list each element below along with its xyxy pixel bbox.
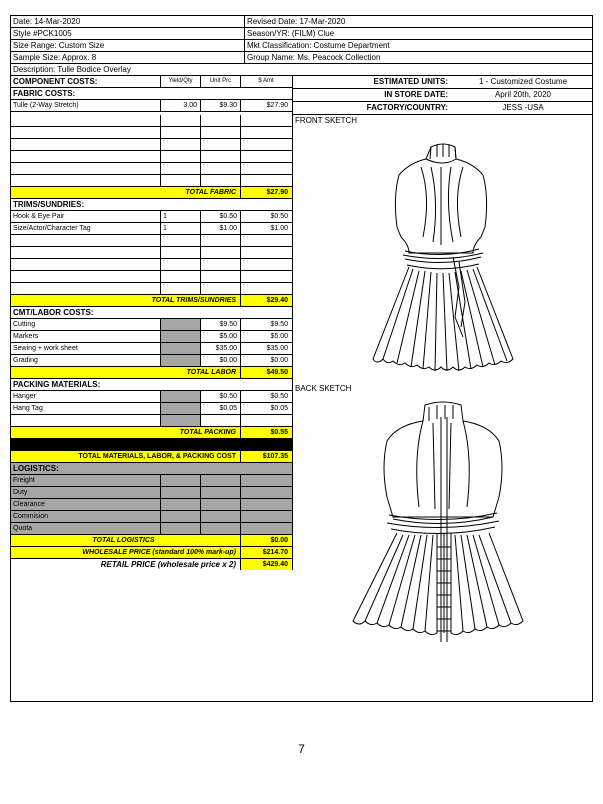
- unit-price-column-header: Unit Prc: [201, 76, 241, 87]
- fabric-row-amt: $27.90: [266, 102, 288, 109]
- trim-unit: $1.00: [201, 223, 241, 234]
- date-field: Date: 14-Mar-2020: [11, 16, 244, 28]
- cmt-amt: $9.50: [270, 321, 288, 328]
- total-labor-label: TOTAL LABOR: [11, 367, 241, 378]
- total-packing-label: TOTAL PACKING: [11, 427, 241, 438]
- logistics-name: Duty: [11, 487, 161, 498]
- total-logistics-label: TOTAL LOGISTICS: [11, 535, 241, 546]
- total-trims-value: $29.40: [266, 297, 288, 304]
- black-divider: [11, 439, 292, 451]
- logistics-row: [11, 487, 292, 499]
- cmt-row: [11, 343, 292, 355]
- fabric-costs-heading: FABRIC COSTS:: [13, 89, 76, 98]
- description-field: Description: Tulle Bodice Overlay: [11, 64, 592, 76]
- total-fabric-value: $27.90: [266, 189, 288, 196]
- logistics-name: Quota: [11, 523, 161, 534]
- cmt-heading: CMT/LABOR COSTS:: [13, 308, 94, 317]
- total-labor-row: [11, 367, 292, 379]
- back-sketch-label: BACK SKETCH: [295, 384, 352, 393]
- packing-name: Hanger: [11, 391, 161, 402]
- wholesale-label: WHOLESALE PRICE (standard 100% mark-up): [11, 547, 241, 558]
- packing-row: [11, 403, 292, 415]
- total-trims-label: TOTAL TRIMS/SUNDRIES: [11, 295, 241, 306]
- total-all-label: TOTAL MATERIALS, LABOR, & PACKING COST: [11, 451, 241, 462]
- packing-unit: $0.50: [201, 391, 241, 402]
- cmt-name: Sewing + work sheet: [11, 343, 161, 354]
- cmt-unit: $35.00: [201, 343, 241, 354]
- cmt-amt: $5.00: [270, 333, 288, 340]
- cmt-row: [11, 355, 292, 367]
- total-fabric-label: TOTAL FABRIC: [11, 187, 241, 198]
- total-all-row: [11, 451, 292, 463]
- packing-amt: $0.50: [270, 393, 288, 400]
- factory-country-value: JESS -USA: [502, 103, 544, 112]
- back-sketch-dress-image: [313, 397, 573, 655]
- component-costs-heading: COMPONENT COSTS:: [11, 76, 161, 87]
- total-fabric-row: [11, 187, 292, 199]
- trims-row: [11, 211, 292, 223]
- revised-date-field: Revised Date: 17-Mar-2020: [245, 16, 592, 28]
- total-logistics-row: [11, 535, 292, 547]
- logistics-heading: LOGISTICS:: [13, 464, 59, 473]
- retail-row: [11, 559, 292, 570]
- packing-name: Hang Tag: [11, 403, 161, 414]
- yield-column-header: Yield/Qty: [161, 76, 201, 87]
- cmt-amt: $0.00: [270, 357, 288, 364]
- in-store-date-value: April 20th, 2020: [494, 90, 552, 99]
- trim-amt: $0.50: [270, 213, 288, 220]
- wholesale-value: $214.70: [262, 549, 288, 556]
- amount-column-header: $ Amt: [258, 78, 274, 84]
- factory-country-label: FACTORY/COUNTRY:: [366, 103, 448, 112]
- season-field: Season/YR: (FILM) Clue: [245, 28, 592, 40]
- header-block: [11, 16, 592, 64]
- front-sketch-dress-image: [313, 127, 573, 395]
- cmt-row: [11, 331, 292, 343]
- trims-heading: TRIMS/SUNDRIES:: [13, 200, 85, 209]
- total-packing-value: $0.55: [270, 429, 288, 436]
- logistics-row: [11, 523, 292, 535]
- total-all-value: $107.35: [262, 453, 288, 460]
- cmt-name: Cutting: [11, 319, 161, 330]
- packing-heading: PACKING MATERIALS:: [13, 380, 101, 389]
- sketch-panel: [293, 115, 592, 570]
- sample-size-field: Sample Size: Approx. 8: [11, 52, 244, 64]
- group-name-field: Group Name: Ms. Peacock Collection: [245, 52, 592, 64]
- top-costs: [11, 76, 592, 115]
- logistics-name: Clearance: [11, 499, 161, 510]
- total-packing-row: [11, 427, 292, 439]
- cmt-name: Markers: [11, 331, 161, 342]
- cmt-amt: $35.00: [266, 345, 288, 352]
- size-range-field: Size Range: Custom Size: [11, 40, 244, 52]
- trim-amt: $1.00: [270, 225, 288, 232]
- packing-unit: $0.05: [201, 403, 241, 414]
- logistics-row: [11, 475, 292, 487]
- logistics-row: [11, 511, 292, 523]
- trim-qty: 1: [161, 211, 201, 222]
- wholesale-row: [11, 547, 292, 559]
- fabric-row-unit: $9.30: [201, 100, 241, 111]
- logistics-name: Commision: [11, 511, 161, 522]
- fabric-row-name: Tulle (2-Way Stretch): [11, 100, 161, 111]
- cmt-unit: $9.50: [201, 319, 241, 330]
- estimated-units-label: ESTIMATED UNITS:: [373, 77, 448, 86]
- packing-row: [11, 391, 292, 403]
- trim-unit: $0.50: [201, 211, 241, 222]
- logistics-name: Freight: [11, 475, 161, 486]
- fabric-row-qty: 3.00: [161, 100, 201, 111]
- trim-qty: 1: [161, 223, 201, 234]
- style-field: Style #PCK1005: [11, 28, 244, 40]
- trim-name: Size/Actor/Character Tag: [11, 223, 161, 234]
- cmt-unit: $5.00: [201, 331, 241, 342]
- tech-pack-sheet: [10, 15, 593, 702]
- cmt-name: Grading: [11, 355, 161, 366]
- total-trims-row: [11, 295, 292, 307]
- retail-value: $429.40: [241, 559, 291, 570]
- total-labor-value: $49.50: [266, 369, 288, 376]
- estimated-units-value: 1 - Customized Costume: [478, 77, 568, 86]
- in-store-date-label: IN STORE DATE:: [384, 90, 448, 99]
- mkt-classification-field: Mkt Classification: Costume Department: [245, 40, 592, 52]
- front-sketch-label: FRONT SKETCH: [295, 116, 358, 125]
- page-number: 7: [298, 742, 305, 756]
- cmt-row: [11, 319, 292, 331]
- total-logistics-value: $0.00: [270, 537, 288, 544]
- packing-amt: $0.05: [270, 405, 288, 412]
- logistics-row: [11, 499, 292, 511]
- retail-label: RETAIL PRICE (wholesale price x 2): [11, 559, 241, 570]
- costs-table: [11, 115, 293, 570]
- main-area: [11, 115, 592, 570]
- trims-row: [11, 223, 292, 235]
- cmt-unit: $0.00: [201, 355, 241, 366]
- trim-name: Hook & Eye Pair: [11, 211, 161, 222]
